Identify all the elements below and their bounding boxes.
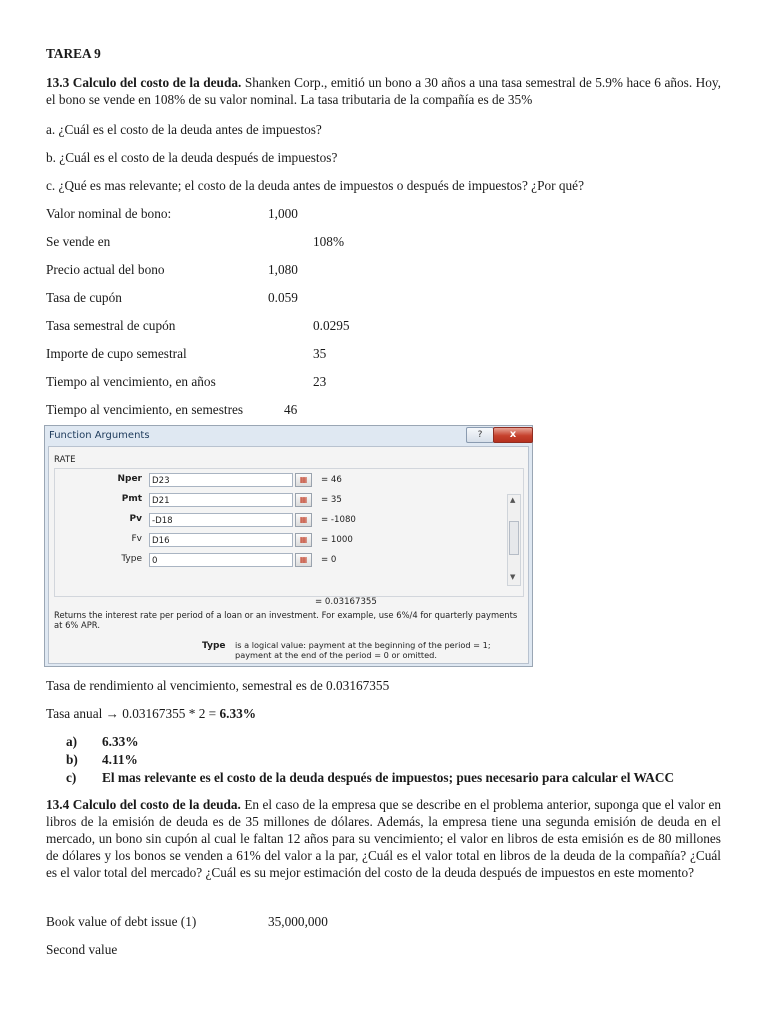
- row-value: 108%: [313, 234, 345, 249]
- collapse-dialog-icon[interactable]: ▦: [295, 473, 312, 487]
- answer-text: 4.11%: [102, 752, 138, 767]
- function-description: Returns the interest rate per period of a loan or an investment. For example, use 6%/4 for quarterly payments at 6% APR.: [54, 610, 518, 630]
- arg-value-type: = 0: [321, 555, 337, 565]
- row-label: Precio actual del bono: [46, 262, 165, 277]
- answer-letter: b): [66, 752, 78, 767]
- row-label: Se vende en: [46, 234, 111, 249]
- row-value: 1,000: [268, 206, 298, 221]
- arg-label-pmt: Pmt: [121, 494, 142, 504]
- arg-input-pv[interactable]: -D18: [149, 513, 293, 527]
- annual-rate-prefix: Tasa anual → 0.03167355 * 2 =: [46, 706, 220, 721]
- argument-help-label: Type: [202, 641, 226, 651]
- arg-input-nper[interactable]: D23: [149, 473, 293, 487]
- question-c: c. ¿Qué es mas relevante; el costo de la deuda antes de impuestos o después de impuestos? ¿Por qué?: [46, 178, 584, 193]
- formula-result: = 0.03167355: [315, 597, 377, 607]
- arg-label-type: Type: [121, 554, 142, 564]
- arg-value-pv: = -1080: [321, 515, 356, 525]
- answer-text: 6.33%: [102, 734, 139, 749]
- row-label: Valor nominal de bono:: [46, 206, 172, 221]
- row-value: 0.059: [268, 290, 298, 305]
- row-label: Tiempo al vencimiento, en semestres: [46, 402, 244, 417]
- arg-label-fv: Fv: [131, 534, 142, 544]
- arg-label-pv: Pv: [129, 514, 142, 524]
- close-button[interactable]: x: [493, 427, 533, 443]
- assignment-title: TAREA 9: [46, 46, 101, 61]
- arg-value-nper: = 46: [321, 475, 342, 485]
- argument-help-text: is a logical value: payment at the beginning of the period = 1; payment at the end of the period = 0 or omitted.: [235, 640, 491, 660]
- collapse-dialog-icon[interactable]: ▦: [295, 513, 312, 527]
- row-label: Tasa semestral de cupón: [46, 318, 176, 333]
- row-label: Importe de cupo semestral: [46, 346, 187, 361]
- function-name: RATE: [54, 455, 76, 465]
- arg-label-nper: Nper: [117, 474, 142, 484]
- dialog-body: [48, 446, 529, 664]
- answer-text: El mas relevante es el costo de la deuda después de impuestos; pues necesario para calcular el WACC: [102, 770, 675, 785]
- row-value: 46: [284, 402, 298, 417]
- row-value: 0.0295: [313, 318, 350, 333]
- dialog-title: Function Arguments: [49, 430, 150, 441]
- problem-13-4-statement: [46, 796, 721, 881]
- row-value: 35: [313, 346, 327, 361]
- collapse-dialog-icon[interactable]: ▦: [295, 493, 312, 507]
- ytm-line: Tasa de rendimiento al vencimiento, semestral es de 0.03167355: [46, 678, 390, 693]
- problem-13-4-text: En el caso de la empresa que se describe en el problema anterior, suponga que el valor en libros de la emisión de deuda es de 35 millones de dólares. Además, la empresa tiene una segunda emisión de deuda en el mercado, un bono sin cupón al cual le faltan 12 años para su vencimiento; el valor en libros de esta emisión es de 80 millones de dólares y los bonos se venden a 61% del valor a la par, ¿Cuál es el valor total en libros de la deuda de la compañía? ¿Cuál es el valor total del mercado? ¿Cuál es su mejor estimación del costo de la deuda después de impuestos en este momento?: [46, 797, 721, 880]
- collapse-dialog-icon[interactable]: ▦: [295, 533, 312, 547]
- row-value: 23: [313, 374, 327, 389]
- scroll-down-icon[interactable]: ▼: [510, 573, 516, 581]
- arguments-group: [54, 468, 524, 597]
- row-label: Tasa de cupón: [46, 290, 122, 305]
- problem-13-3-statement: [46, 74, 721, 108]
- help-button[interactable]: ?: [466, 427, 494, 443]
- annual-rate-line: [46, 705, 256, 722]
- problem-13-3-text: Shanken Corp., emitió un bono a 30 años a una tasa semestral de 5.9% hace 6 años. Hoy, el bono se vende en 108% de su valor nominal. La tasa tributaria de la compañía es de 35%: [46, 75, 722, 107]
- problem-13-3-heading: 13.3 Calculo del costo de la deuda.: [46, 75, 242, 90]
- scrollbar-thumb[interactable]: [509, 521, 519, 555]
- scroll-up-icon[interactable]: ▲: [510, 496, 516, 504]
- arg-value-fv: = 1000: [321, 535, 353, 545]
- book-value-amount: 35,000,000: [268, 914, 328, 929]
- answer-letter: c): [66, 770, 77, 785]
- collapse-dialog-icon[interactable]: ▦: [295, 553, 312, 567]
- arguments-scrollbar[interactable]: [507, 494, 521, 586]
- book-value-label: Book value of debt issue (1): [46, 914, 197, 929]
- question-b: b. ¿Cuál es el costo de la deuda después de impuestos?: [46, 150, 338, 165]
- row-value: 1,080: [268, 262, 298, 277]
- question-a: a. ¿Cuál es el costo de la deuda antes de impuestos?: [46, 122, 322, 137]
- arg-input-type[interactable]: 0: [149, 553, 293, 567]
- row-label: Tiempo al vencimiento, en años: [46, 374, 216, 389]
- function-arguments-dialog: [44, 425, 533, 667]
- arg-value-pmt: = 35: [321, 495, 342, 505]
- second-value-label: Second value: [46, 942, 118, 957]
- arg-input-fv[interactable]: D16: [149, 533, 293, 547]
- annual-rate-value: 6.33%: [219, 706, 257, 721]
- problem-13-4-heading: 13.4 Calculo del costo de la deuda.: [46, 797, 241, 812]
- arg-input-pmt[interactable]: D21: [149, 493, 293, 507]
- answer-letter: a): [66, 734, 78, 749]
